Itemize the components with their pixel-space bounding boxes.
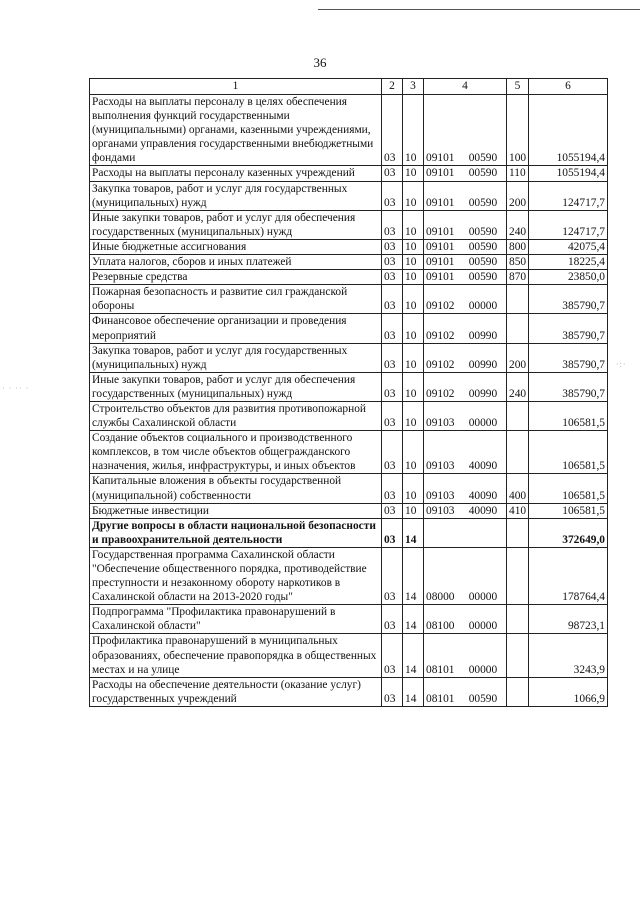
row-subsection-code: 14 [403,634,424,677]
header-cell: 5 [507,79,529,95]
row-name: Государственная программа Сахалинской области "Обеспечение общественного порядка, противодействие преступности и незаконному обороту наркотиков в Сахалинской области на 2013-2020 годы" [90,547,382,604]
table-row [90,677,608,706]
table-row [90,401,608,430]
row-expense-type-code [507,547,529,604]
row-expense-type-code: 400 [507,474,529,503]
row-expense-type-code [507,518,529,547]
row-target-code: 09101 00590 [424,255,507,270]
row-subsection-code: 10 [403,343,424,372]
row-target-code: 09102 00000 [424,285,507,314]
row-subsection-code: 10 [403,166,424,181]
row-section-code: 03 [382,285,403,314]
row-name: Подпрограмма "Профилактика правонарушений в Сахалинской области" [90,605,382,634]
row-subsection-code: 10 [403,503,424,518]
table-row [90,95,608,166]
row-section-code: 03 [382,343,403,372]
header-cell: 1 [90,79,382,95]
table-row [90,547,608,604]
header-row [90,79,608,95]
row-amount: 23850,0 [529,270,608,285]
row-amount: 385790,7 [529,285,608,314]
row-section-code: 03 [382,518,403,547]
row-amount: 385790,7 [529,372,608,401]
row-amount: 3243,9 [529,634,608,677]
table-row [90,181,608,210]
row-target-code: 09101 00590 [424,210,507,239]
row-section-code: 03 [382,677,403,706]
table-row [90,372,608,401]
row-expense-type-code: 200 [507,181,529,210]
row-subsection-code: 10 [403,210,424,239]
scan-mark-left: · · ·· · [2,384,30,393]
row-section-code: 03 [382,255,403,270]
table-body [90,95,608,707]
row-target-code: 09102 00990 [424,314,507,343]
row-target-code: 09101 00590 [424,181,507,210]
row-section-code: 03 [382,210,403,239]
table-row [90,166,608,181]
table-row [90,503,608,518]
table-row [90,431,608,474]
row-amount: 1055194,4 [529,166,608,181]
row-amount: 106581,5 [529,401,608,430]
row-target-code: 09102 00990 [424,343,507,372]
row-section-code: 03 [382,372,403,401]
row-amount: 385790,7 [529,343,608,372]
row-name: Профилактика правонарушений в муниципальных образованиях, обеспечение правопорядка в общественных местах и на улице [90,634,382,677]
header-cell: 2 [382,79,403,95]
row-name: Уплата налогов, сборов и иных платежей [90,255,382,270]
row-subsection-code: 10 [403,239,424,254]
row-name: Расходы на обеспечение деятельности (оказание услуг) государственных учреждений [90,677,382,706]
table-row [90,518,608,547]
row-subsection-code: 10 [403,285,424,314]
table-row [90,239,608,254]
row-subsection-code: 10 [403,372,424,401]
row-subsection-code: 10 [403,95,424,166]
row-amount: 124717,7 [529,210,608,239]
row-subsection-code: 14 [403,605,424,634]
row-section-code: 03 [382,314,403,343]
row-section-code: 03 [382,166,403,181]
row-target-code: 09101 00590 [424,239,507,254]
table-row [90,343,608,372]
row-amount: 178764,4 [529,547,608,604]
table-row [90,270,608,285]
row-amount: 106581,5 [529,431,608,474]
row-expense-type-code: 410 [507,503,529,518]
row-target-code: 09103 40090 [424,503,507,518]
row-expense-type-code [507,634,529,677]
row-subsection-code: 10 [403,270,424,285]
row-section-code: 03 [382,605,403,634]
header-cell: 4 [424,79,507,95]
row-expense-type-code: 850 [507,255,529,270]
row-expense-type-code: 100 [507,95,529,166]
row-subsection-code: 10 [403,314,424,343]
row-name: Пожарная безопасность и развитие сил гражданской обороны [90,285,382,314]
row-expense-type-code [507,314,529,343]
row-name: Иные закупки товаров, работ и услуг для обеспечения государственных (муниципальных) нужд [90,210,382,239]
budget-table [89,78,608,707]
row-section-code: 03 [382,401,403,430]
row-target-code: 09102 00990 [424,372,507,401]
table-row [90,255,608,270]
row-name: Другие вопросы в области национальной безопасности и правоохранительной деятельности [90,518,382,547]
row-subsection-code: 14 [403,518,424,547]
row-amount: 124717,7 [529,181,608,210]
row-subsection-code: 10 [403,401,424,430]
row-amount: 372649,0 [529,518,608,547]
row-amount: 1055194,4 [529,95,608,166]
table-row [90,474,608,503]
row-expense-type-code: 800 [507,239,529,254]
row-amount: 106581,5 [529,474,608,503]
row-name: Иные бюджетные ассигнования [90,239,382,254]
row-section-code: 03 [382,95,403,166]
row-target-code: 09101 00590 [424,166,507,181]
row-name: Строительство объектов для развития противопожарной службы Сахалинской области [90,401,382,430]
row-section-code: 03 [382,431,403,474]
row-target-code: 09101 00590 [424,95,507,166]
row-subsection-code: 14 [403,547,424,604]
row-target-code: 08100 00000 [424,605,507,634]
row-target-code: 08101 00590 [424,677,507,706]
row-subsection-code: 10 [403,474,424,503]
row-amount: 1066,9 [529,677,608,706]
row-section-code: 03 [382,270,403,285]
row-subsection-code: 10 [403,255,424,270]
row-expense-type-code [507,677,529,706]
row-name: Финансовое обеспечение организации и проведения мероприятий [90,314,382,343]
row-section-code: 03 [382,239,403,254]
table-row [90,605,608,634]
page-number: 36 [313,55,327,70]
row-name: Резервные средства [90,270,382,285]
row-expense-type-code: 240 [507,372,529,401]
row-name: Расходы на выплаты персоналу казенных учреждений [90,166,382,181]
row-expense-type-code [507,431,529,474]
row-section-code: 03 [382,547,403,604]
row-amount: 18225,4 [529,255,608,270]
table-row [90,314,608,343]
row-name: Закупка товаров, работ и услуг для государственных (муниципальных) нужд [90,343,382,372]
row-subsection-code: 10 [403,431,424,474]
row-target-code: 08000 00000 [424,547,507,604]
row-target-code [424,518,507,547]
row-section-code: 03 [382,474,403,503]
row-expense-type-code: 110 [507,166,529,181]
row-name: Расходы на выплаты персоналу в целях обеспечения выполнения функций государственными (муниципальными) органами, казенными учреждениями, органами управления государственными внебюджетными фондами [90,95,382,166]
table-row [90,285,608,314]
row-amount: 42075,4 [529,239,608,254]
row-expense-type-code: 240 [507,210,529,239]
row-subsection-code: 10 [403,181,424,210]
top-rule [318,9,640,10]
row-section-code: 03 [382,634,403,677]
row-target-code: 09101 00590 [424,270,507,285]
row-name: Иные закупки товаров, работ и услуг для обеспечения государственных (муниципальных) нужд [90,372,382,401]
header-cell: 3 [403,79,424,95]
row-name: Капитальные вложения в объекты государственной (муниципальной) собственности [90,474,382,503]
row-expense-type-code [507,401,529,430]
row-section-code: 03 [382,181,403,210]
row-target-code: 09103 00000 [424,401,507,430]
header-cell: 6 [529,79,608,95]
row-amount: 106581,5 [529,503,608,518]
row-target-code: 09103 40090 [424,474,507,503]
row-expense-type-code [507,605,529,634]
row-expense-type-code: 870 [507,270,529,285]
row-name: Закупка товаров, работ и услуг для государственных (муниципальных) нужд [90,181,382,210]
row-amount: 98723,1 [529,605,608,634]
row-target-code: 09103 40090 [424,431,507,474]
table-row [90,634,608,677]
row-expense-type-code [507,285,529,314]
row-subsection-code: 14 [403,677,424,706]
row-section-code: 03 [382,503,403,518]
row-amount: 385790,7 [529,314,608,343]
row-target-code: 08101 00000 [424,634,507,677]
table-row [90,210,608,239]
row-name: Бюджетные инвестиции [90,503,382,518]
row-name: Создание объектов социального и производственного комплексов, в том числе объектов общегражданского назначения, жилья, инфраструктуры, и иных объектов [90,431,382,474]
scan-mark-right: ·:· [616,360,627,369]
row-expense-type-code: 200 [507,343,529,372]
